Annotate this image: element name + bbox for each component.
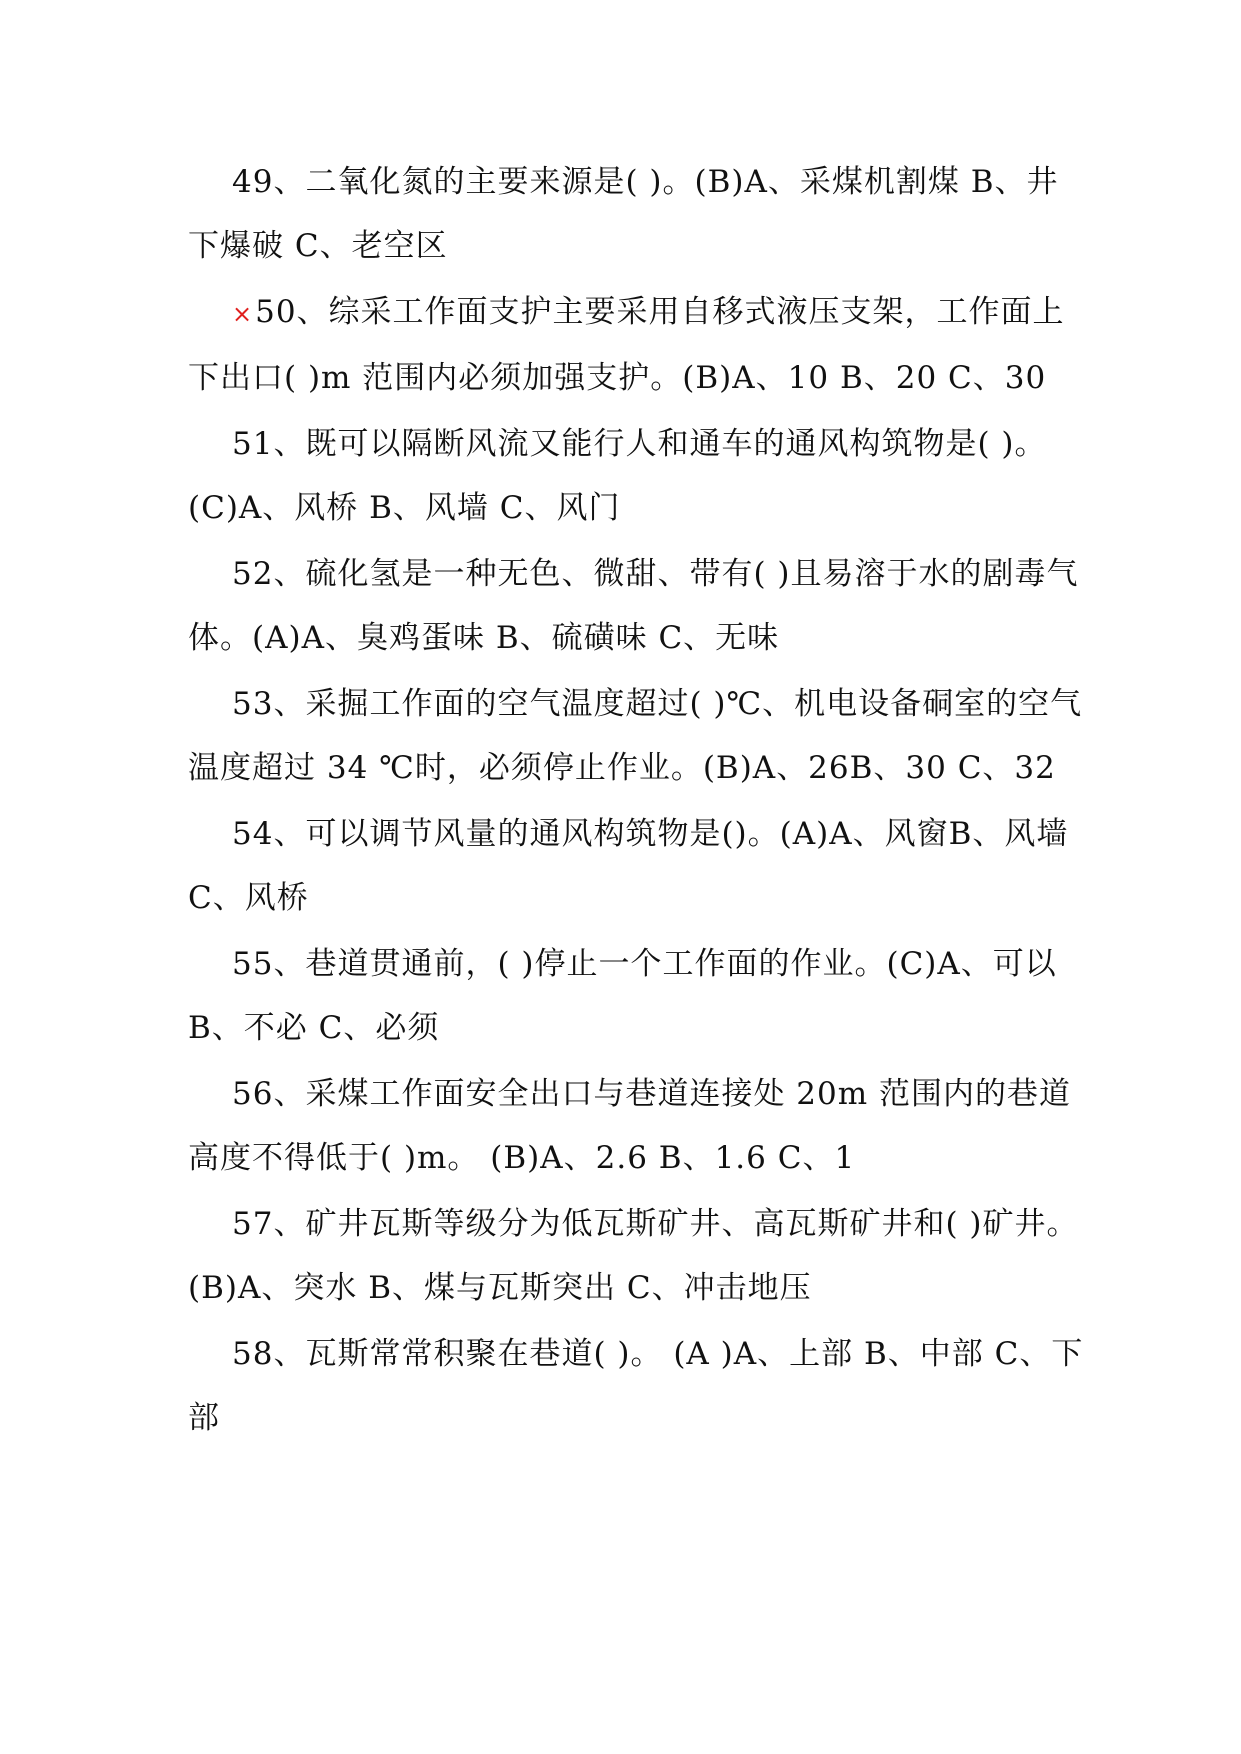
question-53 xyxy=(188,672,1088,800)
question-52 xyxy=(188,542,1088,670)
question-57 xyxy=(188,1192,1088,1320)
question-49 xyxy=(188,150,1088,278)
wrong-mark-icon: × xyxy=(232,300,254,328)
question-57-text: 57、矿井瓦斯等级分为低瓦斯矿井、高瓦斯矿井和( )矿井。(B)A、突水 B、煤与瓦斯突出 C、冲击地压 xyxy=(188,1206,1079,1306)
question-56 xyxy=(188,1062,1088,1190)
question-55-text: 55、巷道贯通前，( )停止一个工作面的作业。(C)A、可以 B、不必 C、必须 xyxy=(188,946,1057,1046)
question-54 xyxy=(188,802,1088,930)
question-52-text: 52、硫化氢是一种无色、微甜、带有( )且易溶于水的剧毒气体。(A)A、臭鸡蛋味 B、硫磺味 C、无味 xyxy=(188,556,1079,656)
question-53-text: 53、采掘工作面的空气温度超过( )℃、机电设备硐室的空气温度超过 34 ℃时，必须停止作业。(B)A、26B、30 C、32 xyxy=(188,686,1083,786)
question-51 xyxy=(188,412,1088,540)
question-58 xyxy=(188,1322,1088,1450)
question-56-text: 56、采煤工作面安全出口与巷道连接处 20m 范围内的巷道高度不得低于( )m。 (B)A、2.6 B、1.6 C、1 xyxy=(188,1076,1071,1176)
question-58-text: 58、瓦斯常常积聚在巷道( )。 (A )A、上部 B、中部 C、下部 xyxy=(188,1336,1084,1436)
question-55 xyxy=(188,932,1088,1060)
question-50-text: 50、综采工作面支护主要采用自移式液压支架，工作面上下出口( )m 范围内必须加强支护。(B)A、10 B、20 C、30 xyxy=(188,294,1065,396)
question-51-text: 51、既可以隔断风流又能行人和通车的通风构筑物是( )。(C)A、风桥 B、风墙 C、风门 xyxy=(188,426,1047,526)
question-49-text: 49、二氧化氮的主要来源是( )。(B)A、采煤机割煤 B、井下爆破 C、老空区 xyxy=(188,164,1059,264)
question-54-text: 54、可以调节风量的通风构筑物是()。(A)A、风窗B、风墙 C、风桥 xyxy=(188,816,1069,916)
question-50 xyxy=(188,280,1088,410)
question-list xyxy=(188,150,1088,1452)
